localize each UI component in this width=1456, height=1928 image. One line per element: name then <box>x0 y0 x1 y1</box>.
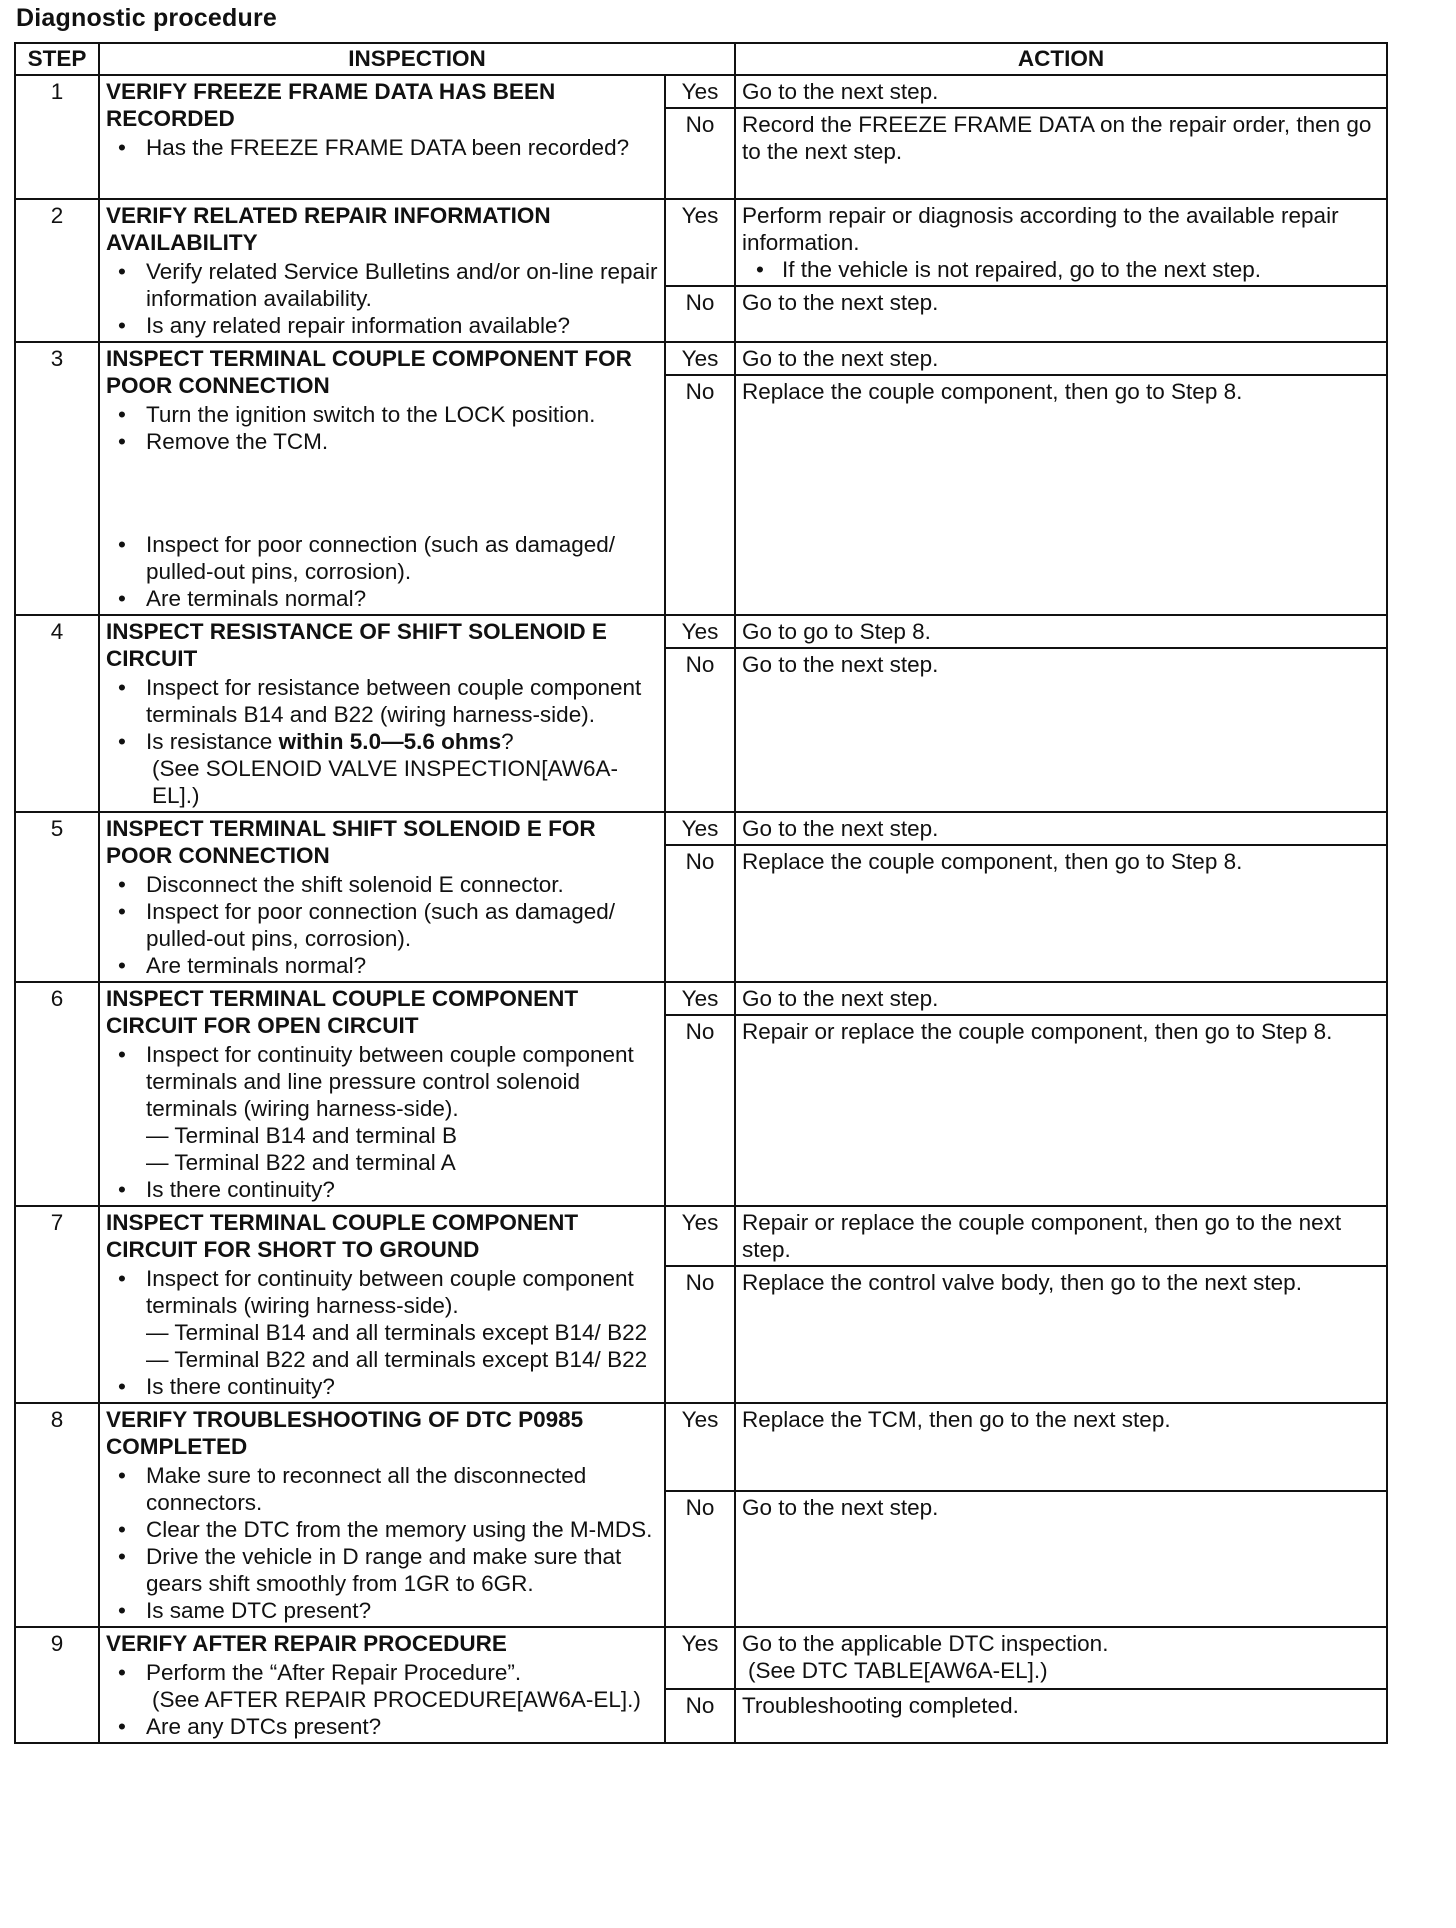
yes-label: Yes <box>665 812 735 845</box>
yes-action: Go to the next step. <box>735 812 1387 845</box>
yes-action: Replace the TCM, then go to the next step. <box>735 1403 1387 1491</box>
yes-label: Yes <box>665 1627 735 1689</box>
inspection-bullet: • Drive the vehicle in D range and make sure that gears shift smoothly from 1GR to 6GR. <box>106 1543 658 1597</box>
yes-action: Go to the next step. <box>735 75 1387 108</box>
yes-label: Yes <box>665 342 735 375</box>
inspection-cell <box>99 199 665 342</box>
header-inspection: INSPECTION <box>99 43 735 75</box>
inspection-bullet: • Make sure to reconnect all the disconnected connectors. <box>106 1462 658 1516</box>
yes-label: Yes <box>665 75 735 108</box>
inspection-title: INSPECT RESISTANCE OF SHIFT SOLENOID E CIRCUIT <box>106 619 607 671</box>
yes-action: Perform repair or diagnosis according to the available repair information. <box>742 203 1339 255</box>
bullet-text: Inspect for continuity between couple component terminals and line pressure control solenoid terminals (wiring harness-side). <box>146 1042 634 1121</box>
no-action: Replace the couple component, then go to Step 8. <box>735 845 1387 982</box>
yes-label: Yes <box>665 199 735 286</box>
inspection-bullet <box>106 728 658 809</box>
inspection-bullet: • Is same DTC present? <box>106 1597 658 1624</box>
reference-text: (See DTC TABLE[AW6A-EL].) <box>748 1658 1048 1683</box>
yes-action-sub: • If the vehicle is not repaired, go to the next step. <box>742 256 1380 283</box>
yes-action: Repair or replace the couple component, then go to the next step. <box>735 1206 1387 1266</box>
table-row <box>15 982 1387 1015</box>
inspection-bullet: • Remove the TCM. <box>106 428 658 455</box>
inspection-bullet <box>106 1265 658 1373</box>
step-number: 5 <box>15 812 99 982</box>
inspection-title: INSPECT TERMINAL SHIFT SOLENOID E FOR POOR CONNECTION <box>106 816 596 868</box>
yes-label: Yes <box>665 982 735 1015</box>
no-label: No <box>665 1491 735 1627</box>
inspection-bullet: • Are any DTCs present? <box>106 1713 658 1740</box>
inspection-bullet: • Is there continuity? <box>106 1176 658 1203</box>
yes-action: Go to the applicable DTC inspection. <box>742 1631 1109 1656</box>
inspection-cell <box>99 1206 665 1403</box>
inspection-bullet: • Is any related repair information available? <box>106 312 658 339</box>
spec-value: within 5.0—5.6 ohms <box>278 729 502 754</box>
dash-item: — Terminal B22 and all terminals except B14/ B22 <box>146 1347 648 1372</box>
header-step: STEP <box>15 43 99 75</box>
step-number: 8 <box>15 1403 99 1627</box>
inspection-title: VERIFY TROUBLESHOOTING OF DTC P0985 COMPLETED <box>106 1407 584 1459</box>
table-row <box>15 1403 1387 1491</box>
inspection-bullet <box>106 1659 658 1713</box>
inspection-cell <box>99 75 665 199</box>
no-action: Repair or replace the couple component, then go to Step 8. <box>735 1015 1387 1206</box>
no-label: No <box>665 375 735 615</box>
reference-text: (See SOLENOID VALVE INSPECTION[AW6A-EL].) <box>152 756 618 808</box>
no-label: No <box>665 108 735 199</box>
bullet-text: Inspect for continuity between couple component terminals (wiring harness-side). <box>146 1266 634 1318</box>
table-row <box>15 342 1387 375</box>
no-action: Go to the next step. <box>735 286 1387 342</box>
step-number: 2 <box>15 199 99 342</box>
inspection-cell <box>99 615 665 812</box>
inspection-bullet: • Inspect for resistance between couple component terminals B14 and B22 (wiring harness-side). <box>106 674 658 728</box>
inspection-cell <box>99 1627 665 1743</box>
inspection-title: INSPECT TERMINAL COUPLE COMPONENT CIRCUIT FOR SHORT TO GROUND <box>106 1210 579 1262</box>
yes-action: Go to the next step. <box>735 342 1387 375</box>
step-number: 3 <box>15 342 99 615</box>
inspection-title: INSPECT TERMINAL COUPLE COMPONENT FOR POOR CONNECTION <box>106 346 632 398</box>
table-row <box>15 1206 1387 1266</box>
reference-text: (See AFTER REPAIR PROCEDURE[AW6A-EL].) <box>152 1687 641 1712</box>
no-label: No <box>665 1015 735 1206</box>
inspection-title: VERIFY FREEZE FRAME DATA HAS BEEN RECORDED <box>106 79 556 131</box>
dash-item: — Terminal B22 and terminal A <box>146 1150 456 1175</box>
inspection-bullet: • Are terminals normal? <box>106 952 658 979</box>
header-action: ACTION <box>735 43 1387 75</box>
inspection-bullet: • Turn the ignition switch to the LOCK position. <box>106 401 658 428</box>
table-row <box>15 199 1387 286</box>
no-action: Go to the next step. <box>735 648 1387 812</box>
bullet-text: Is resistance <box>146 729 279 754</box>
step-number: 4 <box>15 615 99 812</box>
inspection-bullet: • Verify related Service Bulletins and/or on-line repair information availability. <box>106 258 658 312</box>
yes-action: Go to go to Step 8. <box>735 615 1387 648</box>
image-gap <box>106 455 658 529</box>
no-action: Replace the control valve body, then go to the next step. <box>735 1266 1387 1403</box>
inspection-cell <box>99 982 665 1206</box>
step-number: 6 <box>15 982 99 1206</box>
inspection-bullet <box>106 1041 658 1176</box>
inspection-cell <box>99 812 665 982</box>
table-row <box>15 75 1387 108</box>
inspection-bullet: • Inspect for poor connection (such as damaged/ pulled-out pins, corrosion). <box>106 531 658 585</box>
no-label: No <box>665 845 735 982</box>
table-row <box>15 812 1387 845</box>
step-number: 7 <box>15 1206 99 1403</box>
inspection-bullet: • Are terminals normal? <box>106 585 658 612</box>
bullet-text: ? <box>501 729 514 754</box>
yes-action-cell <box>735 1627 1387 1689</box>
dash-item: — Terminal B14 and all terminals except B14/ B22 <box>146 1320 648 1345</box>
table-header-row <box>15 43 1387 75</box>
no-label: No <box>665 1266 735 1403</box>
yes-label: Yes <box>665 1403 735 1491</box>
no-label: No <box>665 648 735 812</box>
yes-label: Yes <box>665 1206 735 1266</box>
inspection-cell <box>99 1403 665 1627</box>
step-number: 1 <box>15 75 99 199</box>
no-action: Troubleshooting completed. <box>735 1689 1387 1743</box>
dash-item: — Terminal B14 and terminal B <box>146 1123 457 1148</box>
inspection-cell <box>99 342 665 615</box>
diagnostic-procedure-table <box>14 42 1388 1744</box>
no-action: Go to the next step. <box>735 1491 1387 1627</box>
page-title: Diagnostic procedure <box>16 4 277 32</box>
inspection-bullet: • Inspect for poor connection (such as damaged/ pulled-out pins, corrosion). <box>106 898 658 952</box>
inspection-title: VERIFY RELATED REPAIR INFORMATION AVAILABILITY <box>106 203 551 255</box>
no-label: No <box>665 286 735 342</box>
table-row <box>15 615 1387 648</box>
inspection-bullet: • Disconnect the shift solenoid E connector. <box>106 871 658 898</box>
table-row <box>15 1627 1387 1689</box>
inspection-bullet: • Has the FREEZE FRAME DATA been recorded? <box>106 134 658 161</box>
yes-action: Go to the next step. <box>735 982 1387 1015</box>
yes-action-cell <box>735 199 1387 286</box>
inspection-title: VERIFY AFTER REPAIR PROCEDURE <box>106 1631 507 1656</box>
step-number: 9 <box>15 1627 99 1743</box>
no-action: Replace the couple component, then go to Step 8. <box>735 375 1387 615</box>
yes-label: Yes <box>665 615 735 648</box>
inspection-title: INSPECT TERMINAL COUPLE COMPONENT CIRCUIT FOR OPEN CIRCUIT <box>106 986 579 1038</box>
no-label: No <box>665 1689 735 1743</box>
bullet-text: Perform the “After Repair Procedure”. <box>146 1660 522 1685</box>
inspection-bullet: • Is there continuity? <box>106 1373 658 1400</box>
inspection-bullet: • Clear the DTC from the memory using the M-MDS. <box>106 1516 658 1543</box>
no-action: Record the FREEZE FRAME DATA on the repair order, then go to the next step. <box>735 108 1387 199</box>
